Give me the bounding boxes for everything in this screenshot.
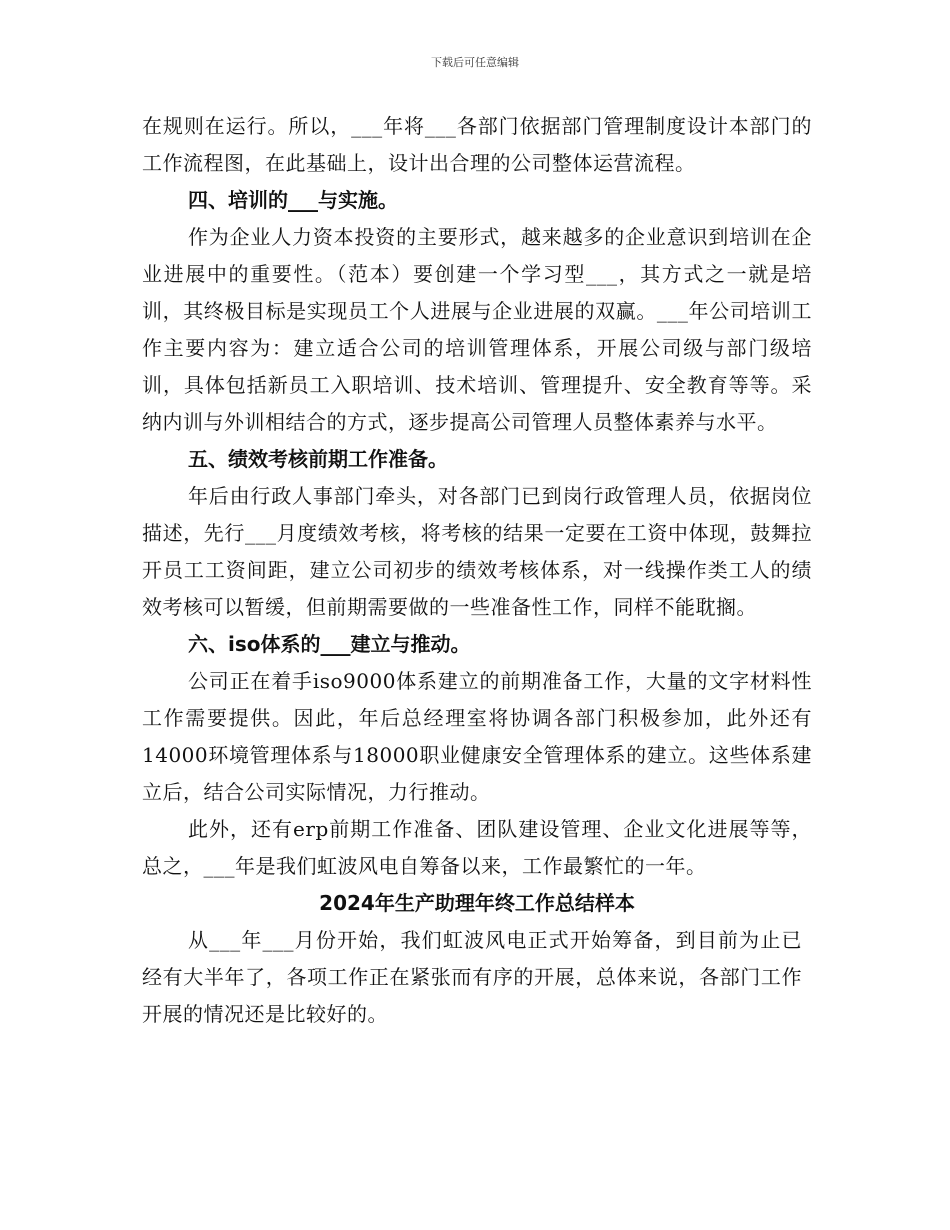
heading-training: 四、培训的___与实施。 — [188, 188, 398, 212]
paragraph-performance: 年后由行政人事部门牵头，对各部门已到岗行政管理人员，依据岗位描述，先行___月度绩效考核，将考核的结果一定要在工资中体现，鼓舞拉开员工工资间距，建立公司初步的绩效考核体系，对一线操作类工人的绩效考核可以暂缓，但前期需要做的一些准备性工作，同样不能耽搁。 — [142, 484, 812, 619]
page-header-note: 下载后可任意编辑 — [431, 56, 519, 69]
heading-iso: 六、iso体系的___建立与推动。 — [188, 632, 471, 656]
paragraph-iso: 公司正在着手iso9000体系建立的前期准备工作，大量的文字材料性工作需要提供。因此，年后总经理室将协调各部门积极参加，此外还有14000环境管理体系与18000职业健康安全管理体系的建立。这些体系建立后，结合公司实际情况，力行推动。 — [142, 669, 812, 804]
paragraph-intro: 从___年___月份开始，我们虹波风电正式开始筹备，到目前为止已经有大半年了，各项工作正在紧张而有序的开展，总体来说，各部门工作开展的情况还是比较好的。 — [142, 928, 802, 1026]
section-title: 2024年生产助理年终工作总结样本 — [319, 891, 635, 915]
paragraph-training: 作为企业人力资本投资的主要形式，越来越多的企业意识到培训在企业进展中的重要性。（范本）要创建一个学习型___，其方式之一就是培训，其终极目标是实现员工个人进展与企业进展的双赢。___年公司培训工作主要内容为：建立适合公司的培训管理体系，开展公司级与部门级培训，具体包括新员工入职培训、技术培训、管理提升、安全教育等等。采纳内训与外训相结合的方式，逐步提高公司管理人员整体素养与水平。 — [142, 225, 812, 434]
paragraph-summary: 此外，还有erp前期工作准备、团队建设管理、企业文化进展等等，总之，___年是我们虹波风电自筹备以来，工作最繁忙的一年。 — [142, 817, 812, 878]
heading-performance: 五、绩效考核前期工作准备。 — [188, 447, 448, 471]
document-body — [142, 108, 812, 1033]
paragraph-operations: 在规则在运行。所以，___年将___各部门依据部门管理制度设计本部门的工作流程图，在此基础上，设计出合理的公司整体运营流程。 — [142, 114, 812, 175]
